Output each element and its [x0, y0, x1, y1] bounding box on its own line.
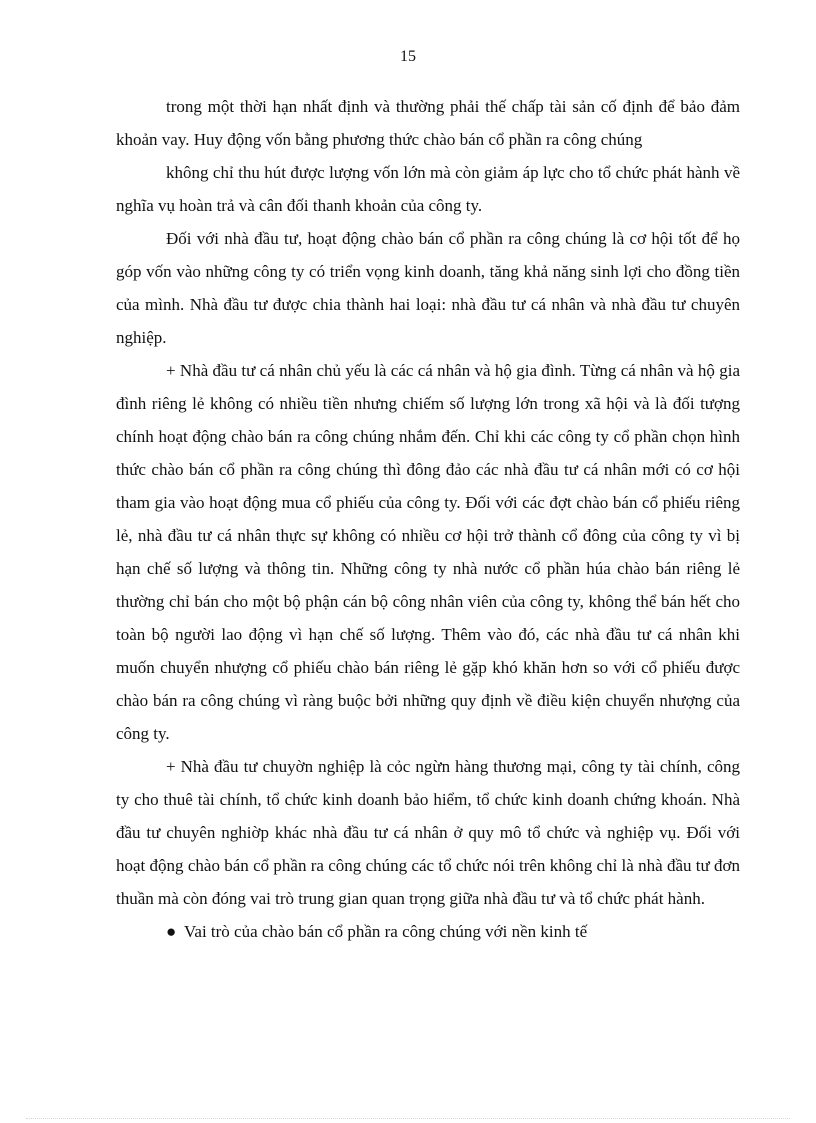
paragraph-individual-investors: + Nhà đầu tư cá nhân chủ yếu là các cá nhân và hộ gia đình. Từng cá nhân và hộ gia đình riêng lẻ không có nhiều tiền nhưng chiếm số lượng lớn trong xã hội và là đối tượng chính hoạt động chào bán ra công chúng nhắm đến. Chỉ khi các công ty cổ phần chọn hình thức chào bán cổ phần ra công chúng thì đông đảo các nhà đầu tư cá nhân mới có cơ hội tham gia vào hoạt động mua cổ phiếu của công ty. Đối với các đợt chào bán cổ phiếu riêng lẻ, nhà đầu tư cá nhân thực sự không có nhiều cơ hội trở thành cổ đông của công ty vì bị hạn chế số lượng và thông tin. Những công ty nhà nước cổ phần húa chào bán riêng lẻ thường chỉ bán cho một bộ phận cán bộ công nhân viên của công ty, không thể bán hết cho toàn bộ người lao động vì hạn chế số lượng. Thêm vào đó, các nhà đầu tư cá nhân khi muốn chuyển nhượng cổ phiếu chào bán riêng lẻ gặp khó khăn hơn so với cổ phiếu được chào bán ra công chúng vì ràng buộc bởi những quy định về điều kiện chuyển nhượng của công ty. [116, 361, 740, 743]
document-body [116, 90, 740, 948]
bullet-heading-text: Vai trò của chào bán cổ phần ra công chúng với nền kinh tế [184, 922, 588, 941]
paragraph-issuer-benefits: không chỉ thu hút được lượng vốn lớn mà còn giảm áp lực cho tổ chức phát hành về nghĩa vụ hoàn trả và cân đối thanh khoản của công ty. [116, 163, 740, 215]
paragraph-loan-collateral: trong một thời hạn nhất định và thường phải thế chấp tài sản cố định để bảo đảm khoản vay. Huy động vốn bằng phương thức chào bán cổ phần ra công chúng [116, 97, 740, 149]
page-number: 15 [400, 48, 416, 65]
bullet-dot-icon: ● [166, 922, 177, 941]
paragraph-professional-investors: + Nhà đầu tư chuyờn nghiệp là cỏc ngừn hàng thương mại, công ty tài chính, công ty cho thuê tài chính, tổ chức kinh doanh bảo hiểm, tổ chức kinh doanh chứng khoán. Nhà đầu tư chuyên nghiờp khác nhà đầu tư cá nhân ở quy mô tổ chức và nghiệp vụ. Đối với hoạt động chào bán cổ phần ra công chúng các tổ chức nói trên không chỉ là nhà đầu tư đơn thuần mà còn đóng vai trò trung gian quan trọng giữa nhà đầu tư và tổ chức phát hành. [116, 757, 740, 908]
footer-divider [26, 1118, 790, 1119]
bullet-heading [116, 915, 740, 948]
paragraph-investor-opportunity: Đối với nhà đầu tư, hoạt động chào bán cổ phần ra công chúng là cơ hội tốt để họ góp vốn vào những công ty có triển vọng kinh doanh, tăng khả năng sinh lợi cho đồng tiền của mình. Nhà đầu tư được chia thành hai loại: nhà đầu tư cá nhân và nhà đầu tư chuyên nghiệp. [116, 229, 740, 347]
